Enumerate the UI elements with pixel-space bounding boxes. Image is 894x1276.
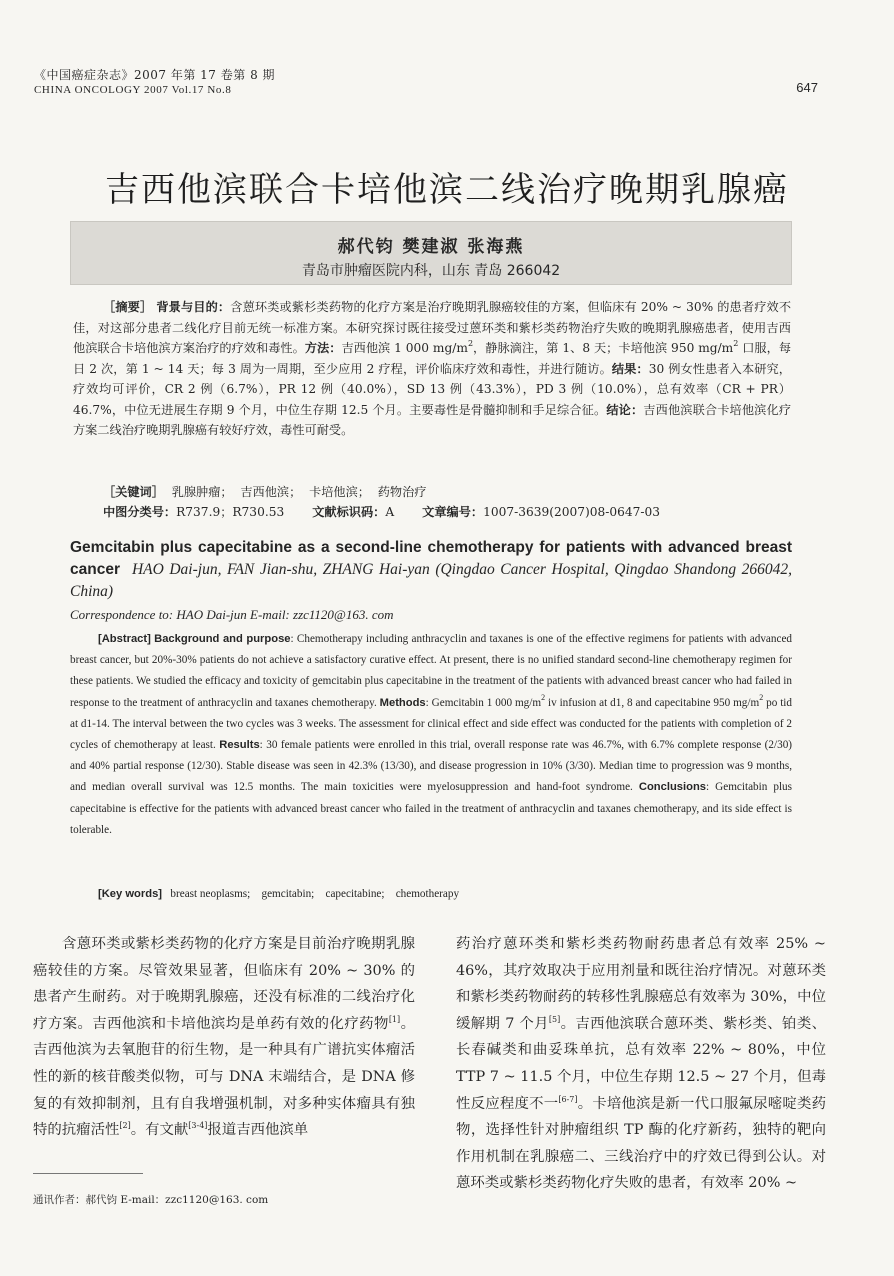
article-title-cn: 吉西他滨联合卡培他滨二线治疗晚期乳腺癌: [105, 170, 789, 210]
abstract-cn-results-label: 结果：: [611, 361, 649, 376]
journal-header-cn: 《中国癌症杂志》2007 年第 17 卷第 8 期: [34, 68, 276, 82]
keywords-en: [98, 888, 459, 900]
abstract-cn-results: 30 例女性患者入本研究，疗效均可评价，CR 2 例（6.7%），PR 12 例（40.0%），SD 13 例（43.3%），PD 3 例（10.0%），总有效率（CR + PR）46.7%，中位无进展生存期 9 个月，中位生存期 12.5 个月。主要毒性是骨髓抑制和手足综合征。: [73, 361, 791, 417]
abstract-en-results-label: Results: [219, 739, 260, 752]
abstract-en-conclusions: : Gemcitabin plus capecitabine is effective for the patients with advanced breast cancer who failed in the treatment of anthracyclin and taxanes chemotherapy, and its side effect is tolerable.: [70, 781, 793, 836]
body-text: 含蒽环类或紫杉类药物的化疗方案是目前治疗晚期乳腺癌较佳的方案。尽管效果显著，但临床有 20% ~ 30% 的患者产生耐药。对于晚期乳腺癌，还没有标准的二线治疗化疗方案。吉西他滨和卡培他滨均是单药有效的化疗药物: [33, 936, 415, 1032]
journal-header-en: CHINA ONCOLOGY 2007 Vol.17 No.8: [34, 84, 232, 96]
abstract-en-methods-label: Methods: [379, 696, 426, 709]
page-number: 647: [796, 80, 818, 95]
author-box: [70, 221, 792, 285]
keyword-cn: 乳腺肿瘤；: [171, 485, 233, 499]
keyword-en: capecitabine;: [325, 888, 385, 900]
body-column-right: [456, 931, 826, 1197]
keyword-en: gemcitabin;: [261, 888, 315, 900]
abstract-cn-methods-2: ，静脉滴注，第 1、8 天；卡培他滨 950 mg/m: [473, 341, 734, 355]
citation-ref: [1]: [388, 1014, 401, 1024]
abstract-en-conclusions-label: Conclusions: [638, 781, 707, 794]
footnote: 通讯作者：郝代钧 E-mail：zzc1120@163. com: [33, 1194, 269, 1206]
body-text: 。吉西他滨联合蒽环类、紫杉类、铂类、长春碱类和曲妥珠单抗，总有效率 22% ~ 80%，中位 TTP 7 ~ 11.5 个月，中位生存期 12.5 ~ 27 个月，但毒性反应程度不一: [456, 1015, 826, 1112]
abstract-cn-background-label: 背景与目的：: [156, 300, 231, 314]
abstract-cn-background: 含蒽环类或紫杉类药物的化疗方案是治疗晚期乳腺癌较佳的方案，但临床有 20% ~ 30% 的患者疗效不佳，对这部分患者二线化疗目前无统一标准方案。本研究探讨既往接受过蒽环类和紫杉类药物治疗失败的晚期乳腺癌患者，使用吉西他滨联合卡培他滨方案治疗的疗效和毒性。: [73, 300, 792, 355]
abstract-cn: [73, 297, 791, 441]
body-text: 。有文献: [130, 1122, 189, 1139]
body-column-left: [33, 931, 415, 1144]
abstract-en-methods-1: : Gemcitabin 1 000 mg/m: [425, 696, 542, 709]
classification-line: [103, 503, 660, 520]
doc-code-value: A: [385, 505, 395, 519]
body-text: 药治疗蒽环类和紫杉类药物耐药患者总有效率 25% ~ 46%，其疗效取决于应用剂量和既往治疗情况。对蒽环类和紫杉类药物耐药的转移性乳腺癌总有效率为 30%，中位缓解期 7 个月: [456, 936, 826, 1032]
keywords-cn-label: ［关键词］: [103, 485, 164, 499]
abstract-cn-methods-3: 口服，每日 2 次，第 1 ~ 14 天；每 3 周为一周期，至少应用 2 疗程，评价临床疗效和毒性，并进行随访。: [73, 341, 792, 376]
citation-ref: [2]: [119, 1121, 131, 1131]
body-text: 。卡培他滨是新一代口服氟尿嘧啶类药物，选择性针对肿瘤组织 TP 酶的化疗新药，独特的靶向作用机制在乳腺癌二、三线治疗中的疗效已得到公认。对蒽环类或紫杉类药物化疗失败的患者，有效率 20% ~: [456, 1095, 826, 1192]
abstract-en-background: : Chemotherapy including anthracyclin and taxanes is one of the effective regimens for patients with advanced breast cancer, but 20%-30% patients do not achieve a satisfactory curative effect. At present, there is no unified standard second-line chemotherapy regimen for these patients. We studied the efficacy and toxicity of gemcitabin plus capecitabine in the treatment of the patients with advanced breast cancer who had failed in response to the treatment of anthracyclin and taxanes chemotherapy.: [70, 633, 793, 709]
clc-value: R737.9；R730.53: [176, 505, 285, 519]
abstract-en-results: : 30 female patients were enrolled in this trial, overall response rate was 46.7%, with 6.7% complete response (2/30) and 40% partial response (12/30). Stable disease was seen in 42.3% (13/30), and disease progression in 10% (3/30). Median time to progression was 9 months, and median overall survival was 12.5 months. The main toxicities were myelosuppression and hand-foot syndrome.: [70, 739, 793, 794]
abstract-en-background-label: Background and purpose: [154, 633, 291, 645]
keyword-en: breast neoplasms;: [170, 888, 251, 900]
keyword-cn: 药物治疗: [377, 485, 427, 499]
article-id-value: 1007-3639(2007)08-0647-03: [483, 505, 661, 519]
title-en-text: Gemcitabin plus capecitabine as a second-line chemotherapy for patients with advanced breast cancer: [70, 539, 792, 578]
affiliation-cn: 青岛市肿瘤医院内科，山东 青岛 266042: [301, 263, 561, 279]
abstract-cn-methods-label: 方法：: [304, 341, 342, 355]
abstract-cn-methods-1: 吉西他滨 1 000 mg/m: [341, 341, 468, 355]
abstract-en-label: [Abstract]: [98, 633, 151, 645]
keyword-cn: 卡培他滨；: [309, 485, 370, 499]
correspondence: Correspondence to: HAO Dai-jun E-mail: zzc1120@163. com: [70, 607, 394, 622]
keywords-en-label: [Key words]: [98, 888, 163, 900]
abstract-en-superscript: 2: [759, 692, 764, 702]
abstract-cn-conclusion-label: 结论：: [606, 402, 644, 417]
article-title-en: [70, 537, 792, 603]
doc-code-label: 文献标识码：: [312, 505, 386, 519]
keywords-cn: [103, 483, 427, 500]
authors-cn: 郝代钧 樊建淑 张海燕: [337, 237, 525, 257]
clc-label: 中图分类号：: [103, 505, 177, 519]
abstract-cn-superscript: 2: [467, 339, 474, 348]
citation-ref: [6-7]: [558, 1094, 578, 1104]
footnote-divider: [33, 1173, 143, 1174]
abstract-en: [70, 629, 792, 841]
abstract-cn-superscript: 2: [733, 339, 739, 348]
body-text: 报道吉西他滨单: [207, 1122, 309, 1139]
keyword-cn: 吉西他滨；: [240, 485, 302, 499]
abstract-cn-label: ［摘要］: [103, 300, 153, 314]
abstract-en-methods-3: po tid at d1-14. The interval between the two cycles was 3 weeks. The assessment for clinical effect and side effect was conducted for the patients with completion of 2 cycles of chemotherapy at least.: [70, 696, 792, 752]
authors-en: HAO Dai-jun, FAN Jian-shu, ZHANG Hai-yan (Qingdao Cancer Hospital, Qingdao Shandong 266042, China): [70, 561, 792, 600]
citation-ref: [3-4]: [188, 1121, 208, 1131]
article-id-label: 文章编号：: [422, 505, 484, 519]
abstract-en-superscript: 2: [541, 692, 546, 702]
body-text: 。吉西他滨为去氧胞苷的衍生物，是一种具有广谱抗实体瘤活性的新的核苷酸类似物，可与 DNA 末端结合，是 DNA 修复的有效抑制剂，且有自我增强机制，对多种实体瘤具有独特的抗瘤活性: [33, 1015, 415, 1139]
keyword-en: chemotherapy: [395, 888, 460, 900]
citation-ref: [5]: [548, 1014, 561, 1024]
abstract-en-methods-2: iv infusion at d1, 8 and capecitabine 950 mg/m: [545, 696, 760, 709]
abstract-cn-conclusion: 吉西他滨联合卡培他滨化疗方案二线治疗晚期乳腺癌有较好疗效，毒性可耐受。: [73, 402, 792, 437]
